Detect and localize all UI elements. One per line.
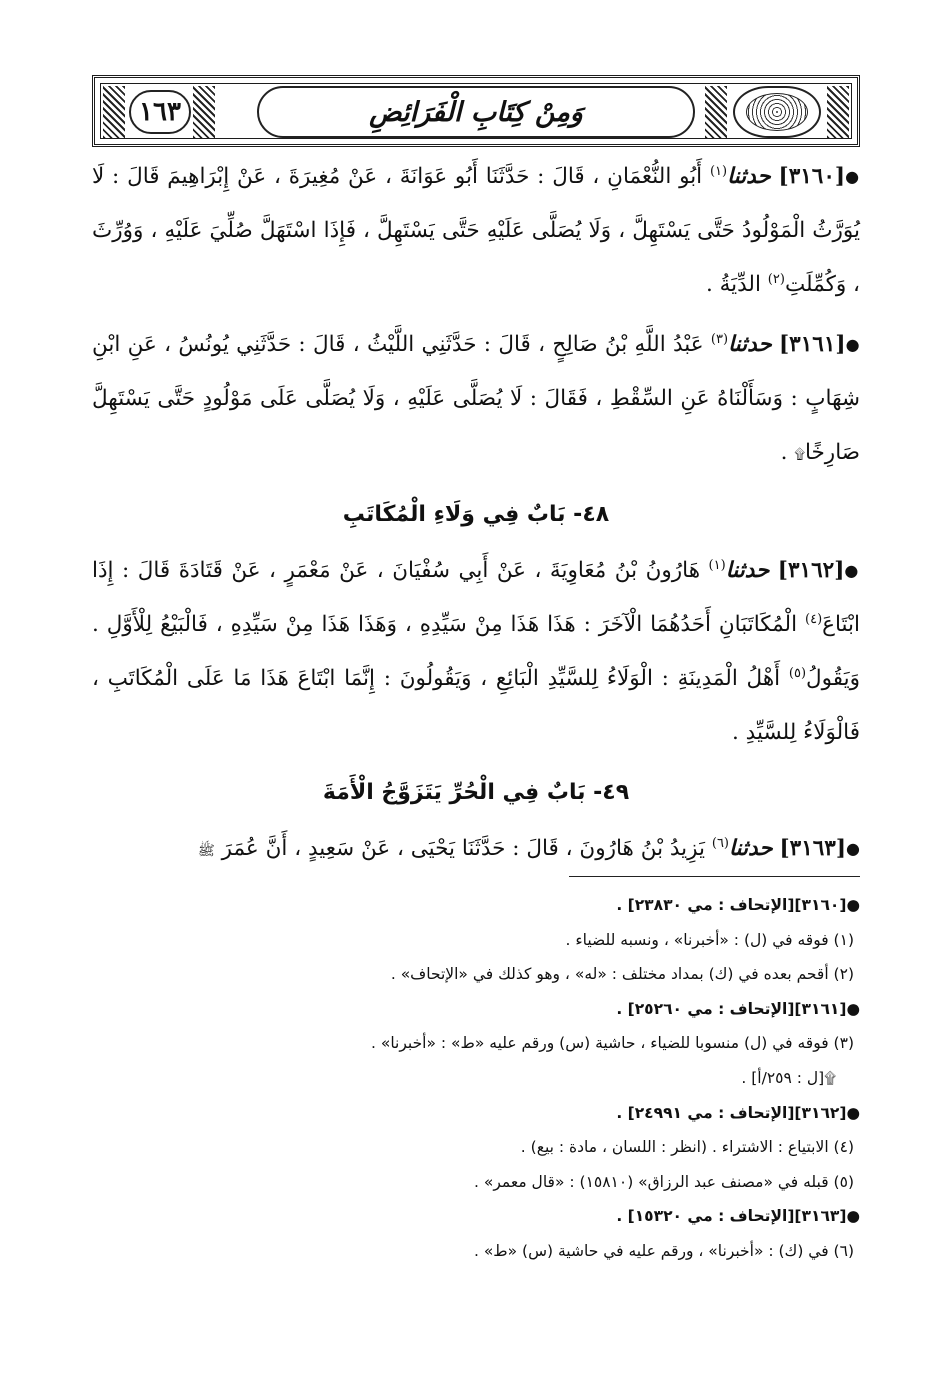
footnote: (٢) أقحم بعده في (ك) بمداد مختلف : «له» ، وهو كذلك في «الإتحاف» . xyxy=(390,965,854,984)
footnote: (١) فوقه في (ل) : «أخبرنا» ، ونسبه للضياء . xyxy=(565,930,854,949)
ornament-band-icon xyxy=(193,86,215,138)
hadith-3161 xyxy=(92,318,860,482)
bullet-icon: ● xyxy=(846,1103,860,1122)
bullet-icon: ● xyxy=(845,167,861,186)
footnote: (٥) قبله في «مصنف عبد الرزاق» (١٥٨١٠) : «قال معمر» . xyxy=(474,1172,854,1191)
footnote-ref[interactable]: (١) xyxy=(709,163,728,179)
footnote-source: ●[٣١٦١][الإتحاف : مي ٢٥٢٦٠] . xyxy=(616,999,860,1018)
hadith-3162 xyxy=(92,544,860,760)
ornament-band-icon xyxy=(705,86,727,138)
chapter-heading: ٤٩- بَابٌ فِي الْحُرِّ يَتَزَوَّجُ الْأَمَةَ xyxy=(322,780,630,805)
haddathana-mark: حدثنا xyxy=(727,164,771,189)
hadith-text: الدِّيَةُ . xyxy=(705,272,761,297)
running-title: وَمِنْ كِتَابِ الْفَرَائِضِ xyxy=(257,86,695,138)
hadith-text: عَبْدُ اللَّهِ بْنُ صَالِحٍ ، قَالَ : حَدَّثَنِي اللَّيْثُ ، قَالَ : حَدَّثَنِي يُونُسُ ، عَنِ ابْنِ شِهَابٍ : وَسَأَلْنَاهُ عَنِ السِّقْطِ ، فَقَالَ : لَا يُصَلَّى عَلَيْهِ ، وَلَا يُصَلَّى عَلَى مَوْلُودٍ حَتَّى يَسْتَهِلَّ صَارِخًا xyxy=(92,332,860,465)
bullet-icon: ● xyxy=(846,1207,860,1226)
ornament-band-icon xyxy=(103,86,125,138)
seal-pattern xyxy=(746,93,808,131)
hadith-3163 xyxy=(92,822,860,878)
hadith-3160 xyxy=(92,150,860,312)
hadith-text: هَارُونُ بْنُ مُعَاوِيَةَ ، عَنْ أَبِي سُفْيَانَ ، عَنْ مَعْمَرٍ ، عَنْ قَتَادَةَ قَالَ : إِذَا ابْتَاعَ xyxy=(92,558,860,637)
footnote-ref[interactable]: (٤) xyxy=(805,611,823,627)
footnote: (٦) في (ك) : «أخبرنا» ، ورقم عليه في حاشية (س) «ط» . xyxy=(473,1241,854,1260)
honorific-icon: ﷺ xyxy=(197,843,215,859)
running-header xyxy=(92,75,860,147)
footnote-source: ●[٣١٦٢][الإتحاف : مي ٢٤٩٩١] . xyxy=(616,1103,860,1122)
bullet-icon: ● xyxy=(846,999,860,1018)
chapter-heading: ٤٨- بَابٌ فِي وَلَاءِ الْمُكَاتَبِ xyxy=(342,502,610,527)
bullet-icon: ● xyxy=(846,896,860,914)
hadith-text: أَهْلُ الْمَدِينَةِ : الْوَلَاءُ لِلسَّيِّدِ الْبَائِعِ ، وَيَقُولُونَ : إِنَّمَا ابْتَاعَ هَذَا مَا عَلَى الْمُكَاتَبِ ، فَالْوَلَاءُ لِلسَّيِّدِ . xyxy=(92,666,860,745)
hadith-number: [٣١٦٢] xyxy=(777,558,845,583)
footnote-source: ●[٣١٦٠][الإتحاف : مي ٢٣٨٣٠] . xyxy=(616,896,860,914)
bullet-icon: ● xyxy=(845,335,860,354)
footnote-separator xyxy=(569,876,860,877)
hadith-text: . xyxy=(780,440,788,465)
footnote-ref[interactable]: (٥) xyxy=(788,665,807,681)
emblem-seal-icon xyxy=(733,86,821,138)
footnote-ref[interactable]: (٢) xyxy=(767,271,785,287)
manuscript-mark-icon: ۩ xyxy=(794,447,805,463)
haddathana-mark: حدثنا xyxy=(725,558,770,583)
footnote-ref[interactable]: (٦) xyxy=(711,835,729,851)
footnote-source: ●[٣١٦٣][الإتحاف : مي ١٥٣٢٠] . xyxy=(616,1207,860,1226)
hadith-number: [٣١٦٣] xyxy=(779,836,847,861)
footnote: (٤) الابتياع : الاشتراء . (انظر : اللسان ، مادة : بيع) . xyxy=(520,1138,854,1157)
footnote-ref[interactable]: (٣) xyxy=(710,331,729,347)
bullet-icon: ● xyxy=(846,839,860,858)
footnotes xyxy=(92,888,860,1269)
page-number: ١٦٣ xyxy=(129,90,191,134)
haddathana-mark: حدثنا xyxy=(728,332,772,357)
hadith-number: [٣١٦٠] xyxy=(778,164,846,189)
footnote: ۩[ل : ٢٥٩/أ] . xyxy=(741,1068,836,1087)
main-text xyxy=(92,150,860,878)
ornament-band-icon xyxy=(827,86,849,138)
hadith-text: الْمُكَاتَبَانِ أَحَدُهُمَا الْآخَرَ : هَذَا هَذَا مِنْ سَيِّدِهِ ، وَهَذَا هَذَا مِنْ سَيِّدِهِ ، فَالْبَيْعُ لِلْأَوَّلِ . وَيَقُولُ xyxy=(92,612,860,691)
haddathana-mark: حدثنا xyxy=(729,836,773,861)
hadith-text: يَزِيدُ بْنُ هَارُونَ ، قَالَ : حَدَّثَنَا يَحْيَى ، عَنْ سَعِيدٍ ، أَنَّ عُمَرَ xyxy=(221,836,706,861)
hadith-number: [٣١٦١] xyxy=(778,332,846,357)
footnote: (٣) فوقه في (ل) منسوبا للضياء ، حاشية (س) ورقم عليه «ط» : «أخبرنا» . xyxy=(370,1034,854,1053)
hadith-text: أَبُو النُّعْمَانِ ، قَالَ : حَدَّثَنَا أَبُو عَوَانَةَ ، عَنْ مُغِيرَةَ ، عَنْ إِبْرَاهِيمَ قَالَ : لَا يُوَرَّثُ الْمَوْلُودُ حَتَّى يَسْتَهِلَّ ، وَلَا يُصَلَّى عَلَيْهِ حَتَّى يَسْتَهِلَّ ، فَإِذَا اسْتَهَلَّ صُلِّيَ عَلَيْهِ ، وَوُرِّثَ ، وَكُمِّلَتِ xyxy=(92,164,860,297)
bullet-icon: ● xyxy=(844,561,860,580)
footnote-ref[interactable]: (١) xyxy=(708,557,726,573)
